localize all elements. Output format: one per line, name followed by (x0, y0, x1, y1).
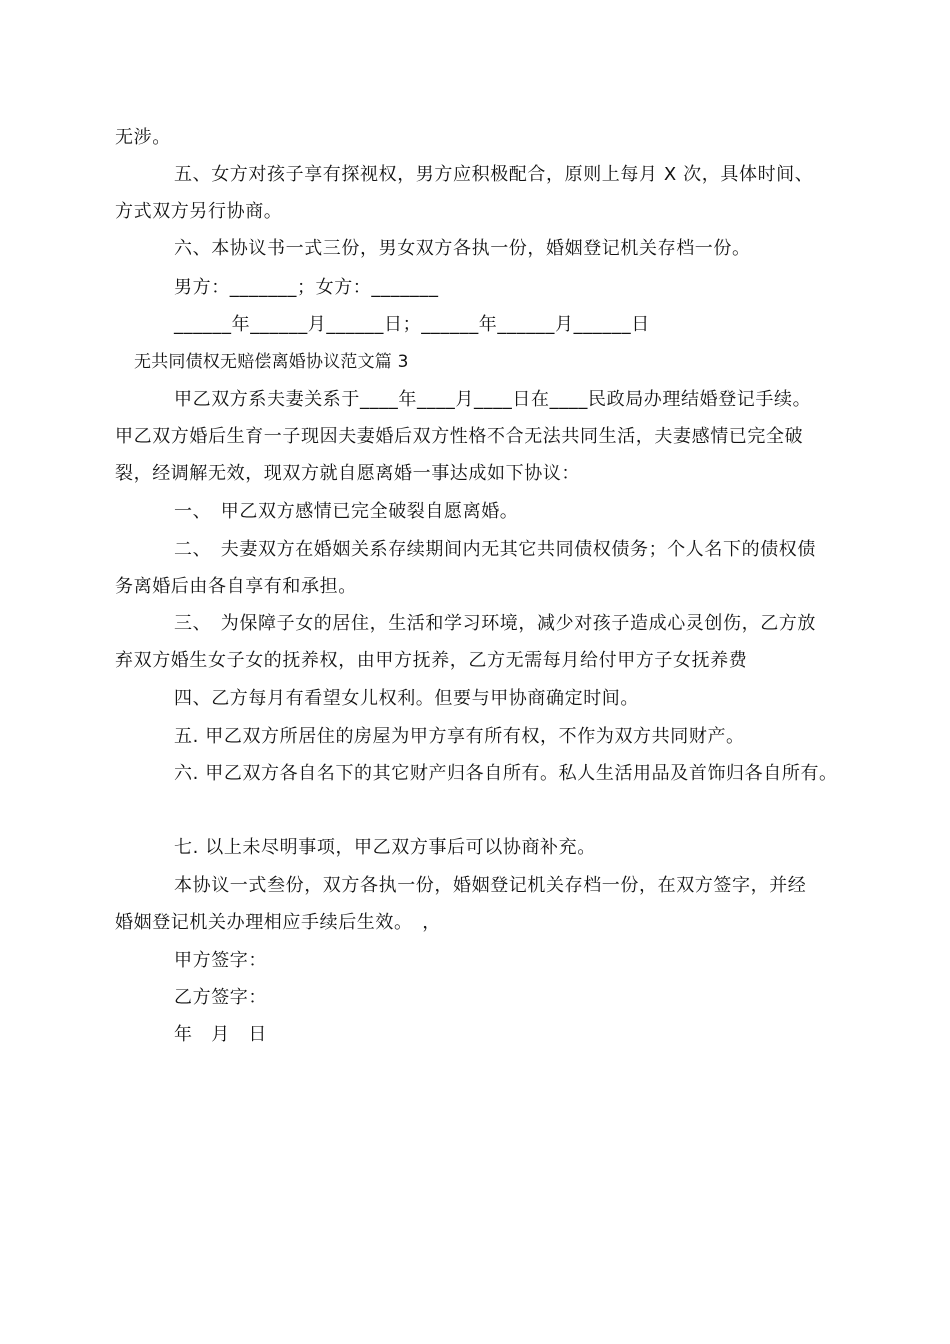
date-blanks-line: ______年______月______日；______年______月______日 (174, 314, 650, 335)
clause-line: 二、 夫妻双方在婚姻关系存续期间内无其它共同债权债务；个人名下的债权债 (174, 539, 816, 560)
clause-line: 六. 甲乙双方各自名下的其它财产归各自所有。私人生活用品及首饰归各自所有。 (174, 763, 838, 784)
section-heading: 无共同债权无赔偿离婚协议范文篇 3 (134, 352, 409, 372)
party-b-signature-label: 乙方签字： (174, 987, 267, 1008)
paragraph-line: 甲乙双方系夫妻关系于____年____月____日在____民政局办理结婚登记手续。 (174, 389, 812, 410)
clause-line: 四、乙方每月有看望女儿权利。但要与甲协商确定时间。 (174, 688, 639, 709)
clause-line: 七. 以上未尽明事项，甲乙双方事后可以协商补充。 (174, 837, 596, 858)
paragraph-line: 弃双方婚生女子女的抚养权，由甲方抚养，乙方无需每月给付甲方子女抚养费 (115, 650, 748, 671)
date-label: 年 月 日 (174, 1024, 267, 1045)
clause-line: 一、 甲乙双方感情已完全破裂自愿离婚。 (174, 501, 519, 522)
paragraph-line: 本协议一式叁份，双方各执一份，婚姻登记机关存档一份，在双方签字，并经 (174, 875, 807, 896)
paragraph-line: 无涉。 (115, 127, 171, 148)
clause-line: 五. 甲乙双方所居住的房屋为甲方享有所有权，不作为双方共同财产。 (174, 726, 745, 747)
paragraph-line: 五、女方对孩子享有探视权，男方应积极配合，原则上每月 X 次，具体时间、 (174, 164, 814, 185)
paragraph-line: 六、本协议书一式三份，男女双方各执一份，婚姻登记机关存档一份。 (174, 238, 751, 259)
paragraph-line: 裂，经调解无效，现双方就自愿离婚一事达成如下协议： (115, 463, 580, 484)
clause-line: 三、 为保障子女的居住，生活和学习环境，减少对孩子造成心灵创伤，乙方放 (174, 613, 816, 634)
paragraph-line: 方式双方另行协商。 (115, 201, 283, 222)
paragraph-line: 甲乙双方婚后生育一子现因夫妻婚后双方性格不合无法共同生活，夫妻感情已完全破 (115, 426, 804, 447)
signature-blanks-line: 男方：_______；女方：_______ (174, 277, 439, 298)
party-a-signature-label: 甲方签字： (174, 950, 267, 971)
paragraph-line: 婚姻登记机关办理相应手续后生效。 ， (115, 912, 441, 933)
paragraph-line: 务离婚后由各自享有和承担。 (115, 576, 357, 597)
